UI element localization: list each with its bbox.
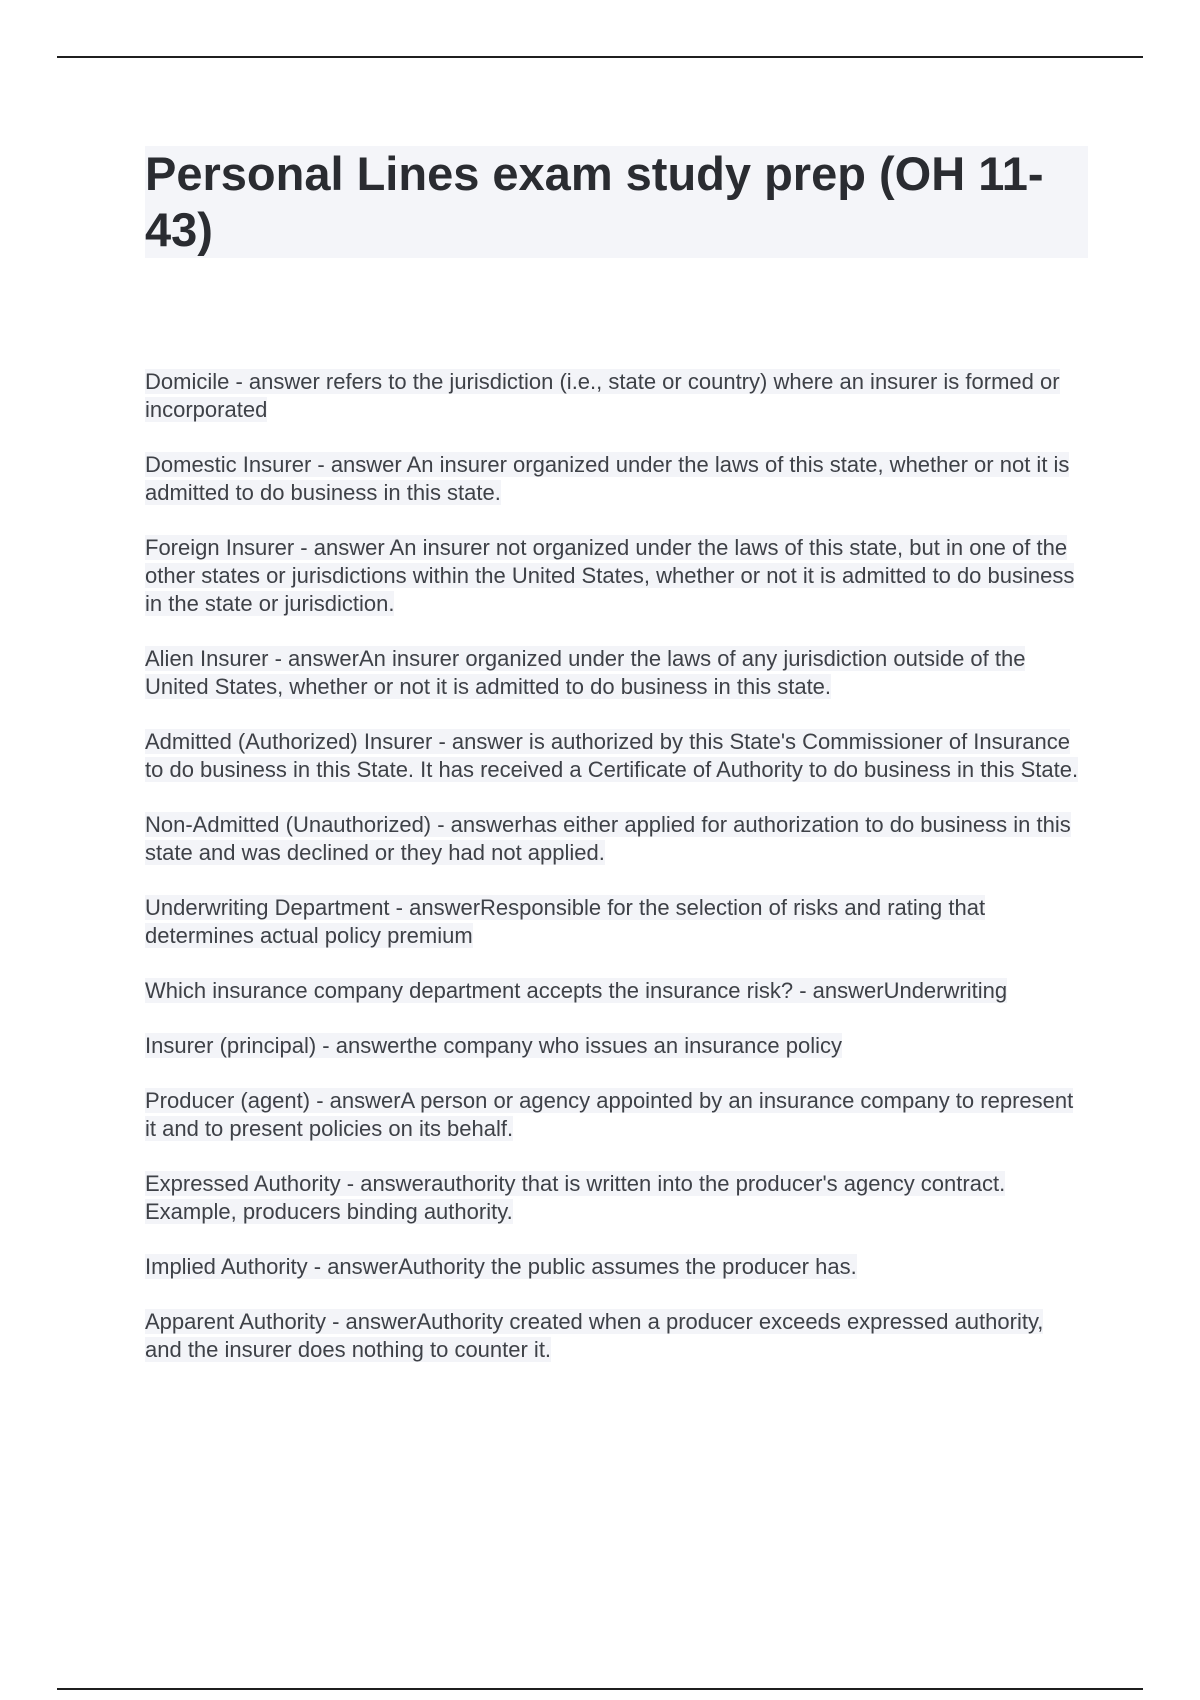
- bottom-rule: [57, 1688, 1143, 1690]
- entry-text: Domicile - answer refers to the jurisdiction (i.e., state or country) where an insurer is formed or incorporated: [145, 369, 1060, 422]
- entry-text: Domestic Insurer - answer An insurer organized under the laws of this state, whether or not it is admitted to do business in this state.: [145, 452, 1070, 505]
- entry-list: [145, 368, 1085, 1391]
- entry-text: Underwriting Department - answerResponsible for the selection of risks and rating that determines actual policy premium: [145, 895, 986, 948]
- entry-text: Non-Admitted (Unauthorized) - answerhas either applied for authorization to do business in this state and was declined or they had not applied.: [145, 812, 1071, 865]
- entry-risk-department-question: [145, 977, 1085, 1005]
- entry-text: Foreign Insurer - answer An insurer not organized under the laws of this state, but in one of the other states or jurisdictions within the United States, whether or not it is admitted to do business in the state or jurisdiction.: [145, 535, 1075, 616]
- entry-apparent-authority: [145, 1308, 1085, 1364]
- entry-text: Implied Authority - answerAuthority the public assumes the producer has.: [145, 1254, 857, 1279]
- entry-domicile: [145, 368, 1085, 424]
- entry-insurer-principal: [145, 1032, 1085, 1060]
- entry-text: Insurer (principal) - answerthe company who issues an insurance policy: [145, 1033, 842, 1058]
- entry-text: Apparent Authority - answerAuthority created when a producer exceeds expressed authority, and the insurer does nothing to counter it.: [145, 1309, 1044, 1362]
- entry-non-admitted: [145, 811, 1085, 867]
- entry-expressed-authority: [145, 1170, 1085, 1226]
- entry-admitted-insurer: [145, 728, 1085, 784]
- entry-text: Which insurance company department accepts the insurance risk? - answerUnderwriting: [145, 978, 1008, 1003]
- entry-implied-authority: [145, 1253, 1085, 1281]
- entry-text: Producer (agent) - answerA person or agency appointed by an insurance company to represent it and to present policies on its behalf.: [145, 1088, 1074, 1141]
- entry-domestic-insurer: [145, 451, 1085, 507]
- entry-producer-agent: [145, 1087, 1085, 1143]
- entry-foreign-insurer: [145, 534, 1085, 618]
- entry-alien-insurer: [145, 645, 1085, 701]
- entry-underwriting-department: [145, 894, 1085, 950]
- entry-text: Admitted (Authorized) Insurer - answer is authorized by this State's Commissioner of Insurance to do business in this State. It has received a Certificate of Authority to do business in this State.: [145, 729, 1079, 782]
- entry-text: Alien Insurer - answerAn insurer organized under the laws of any jurisdiction outside of the United States, whether or not it is admitted to do business in this state.: [145, 646, 1026, 699]
- top-rule: [57, 56, 1143, 58]
- page-title: Personal Lines exam study prep (OH 11-43): [145, 147, 1044, 256]
- title-block: [145, 146, 1088, 258]
- entry-text: Expressed Authority - answerauthority that is written into the producer's agency contract. Example, producers binding authority.: [145, 1171, 1006, 1224]
